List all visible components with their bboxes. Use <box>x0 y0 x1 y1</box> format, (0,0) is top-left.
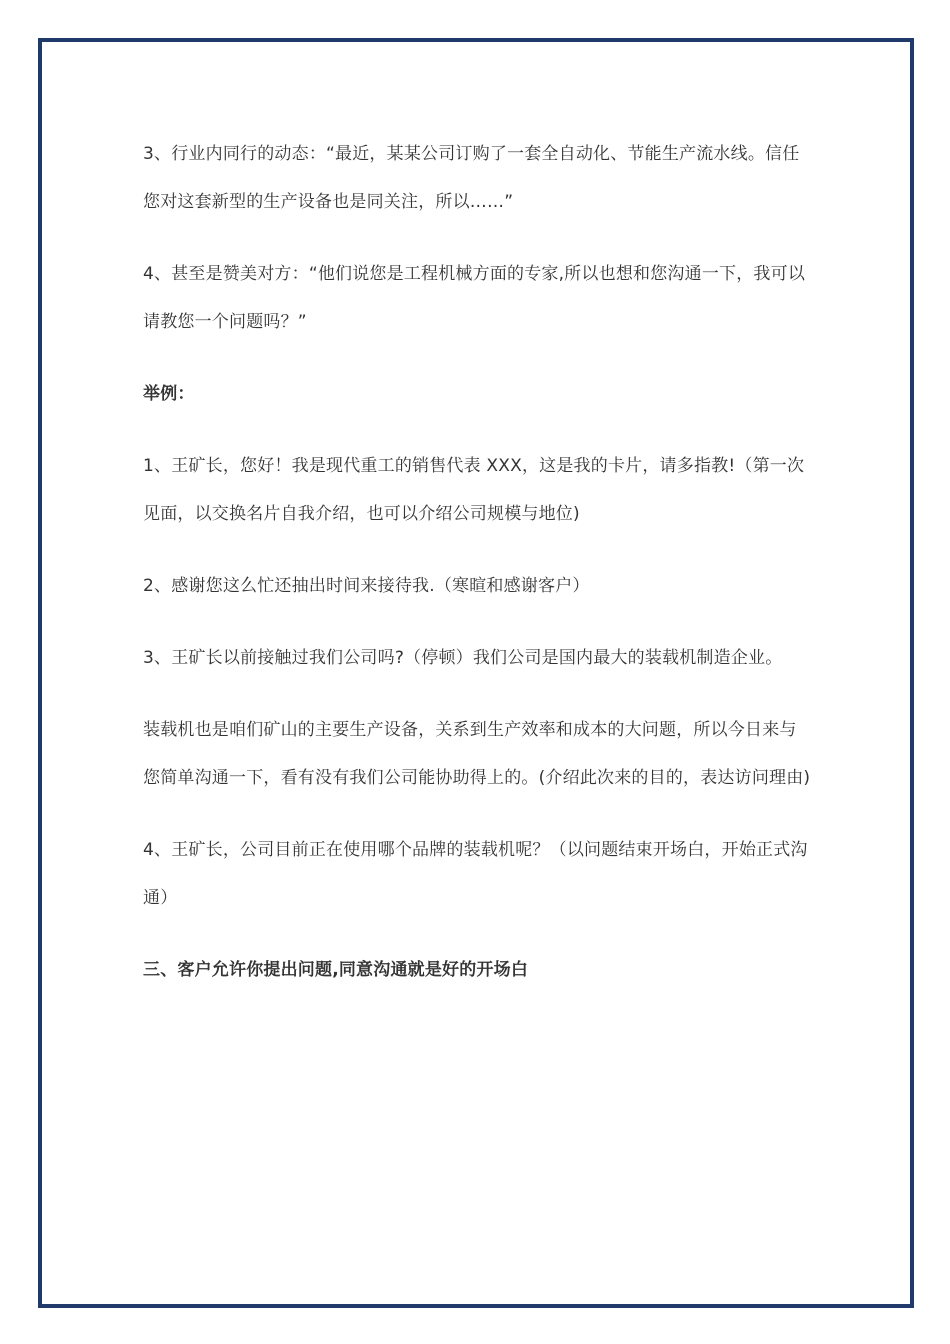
paragraph-example-2: 2、感谢您这么忙还抽出时间来接待我.（寒暄和感谢客户） <box>143 576 590 596</box>
paragraph-peer-dynamics: 3、行业内同行的动态：“最近，某某公司订购了一套全自动化、节能生产流水线。信任您对这套新型的生产设备也是同关注，所以……” <box>143 144 800 212</box>
paragraph-loader-purpose: 装载机也是咱们矿山的主要生产设备，关系到生产效率和成本的大问题，所以今日来与您简单沟通一下，看有没有我们公司能协助得上的。(介绍此次来的目的，表达访问理由) <box>143 720 811 788</box>
paragraph-example-3: 3、王矿长以前接触过我们公司吗?（停顿）我们公司是国内最大的装载机制造企业。 <box>143 648 783 668</box>
paragraph-example-4: 4、王矿长，公司目前正在使用哪个品牌的装载机呢？（以问题结束开场白，开始正式沟通） <box>143 840 808 908</box>
paragraph-praise: 4、甚至是赞美对方：“他们说您是工程机械方面的专家,所以也想和您沟通一下，我可以请教您一个问题吗？” <box>143 264 806 332</box>
document-body <box>143 130 813 1018</box>
paragraph-example-1: 1、王矿长，您好！我是现代重工的销售代表 XXX，这是我的卡片，请多指教!（第一次见面，以交换名片自我介绍，也可以介绍公司规模与地位) <box>143 456 805 524</box>
heading-section-three: 三、客户允许你提出问题,同意沟通就是好的开场白 <box>143 960 529 980</box>
heading-examples: 举例： <box>143 384 195 404</box>
